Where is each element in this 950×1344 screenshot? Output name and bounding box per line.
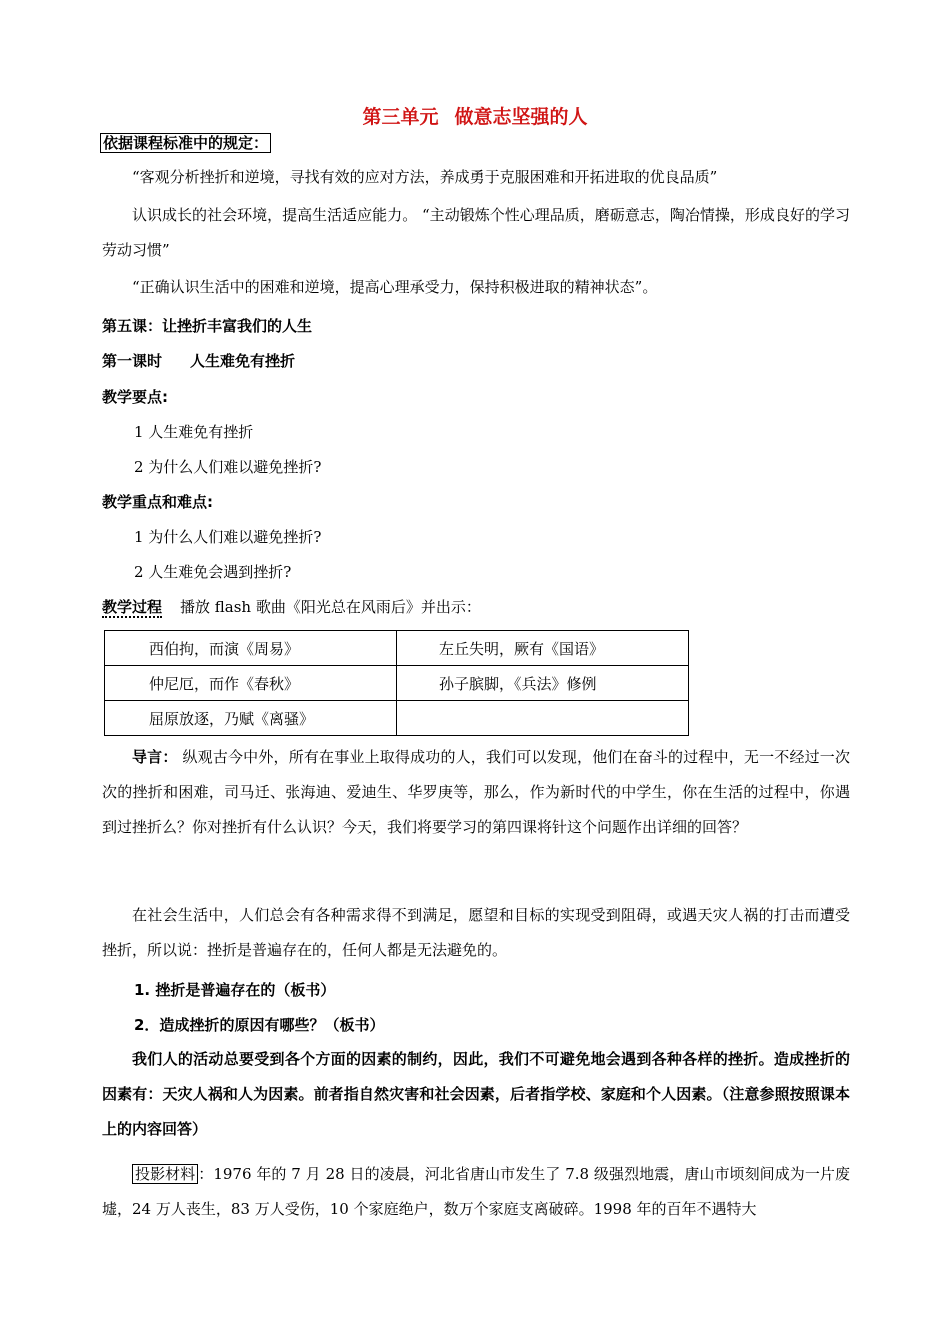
table-cell: 孙子膑脚，《兵法》修例 (397, 666, 689, 701)
process-text: 播放 flash 歌曲《阳光总在风雨后》并出示： (180, 598, 481, 616)
table-row (105, 701, 689, 736)
intro-text: 纵观古今中外，所有在事业上取得成功的人，我们可以发现，他们在奋斗的过程中，无一不经过一次次的挫折和困难，司马迁、张海迪、爱迪生、华罗庚等，那么，作为新时代的中学生，你在生活的过程中，你遇到过挫折么？你对挫折有什么认识？今天，我们将要学习的第四课将针这个问题作出详细的回答？ (102, 748, 850, 836)
key-points-heading: 教学要点: (102, 388, 168, 406)
quote-3: “正确认识生活中的困难和逆境，提高心理承受力，保持积极进取的精神状态”。 (132, 278, 658, 296)
projection-label: 投影材料 (132, 1164, 198, 1184)
process-line (102, 598, 481, 616)
intro-label: 导言： (132, 748, 178, 766)
projection-text: ：1976 年的 7 月 28 日的凌晨，河北省唐山市发生了 7.8 级强烈地震，唐山市顷刻间成为一片废墟，24 万人丧生，83 万人受伤，10 个家庭绝户，数万个家庭支离破碎。1998 年的百年不遇特大 (102, 1165, 850, 1218)
period-title: 人生难免有挫折 (190, 352, 296, 370)
focus-item: 1 为什么人们难以避免挫折? (134, 528, 322, 546)
social-paragraph: 在社会生活中，人们总会有各种需求得不到满足，愿望和目标的实现受到阻碍，或遇天灾人祸的打击而遭受挫折，所以说：挫折是普遍存在的，任何人都是无法避免的。 (102, 906, 850, 959)
key-point-item: 2 为什么人们难以避免挫折? (134, 458, 322, 476)
title-topic: 做意志坚强的人 (454, 106, 588, 128)
poem-table (104, 630, 689, 736)
title-unit: 第三单元 (362, 106, 439, 128)
table-row (105, 631, 689, 666)
basis-heading: 依据课程标准中的规定： (100, 134, 271, 152)
intro-paragraph (102, 740, 850, 845)
focus-item: 2 人生难免会遇到挫折? (134, 563, 292, 581)
key-point-item: 1 人生难免有挫折 (134, 423, 254, 441)
quote-2: 认识成长的社会环境，提高生活适应能力。 “主动锻炼个性心理品质，磨砺意志，陶冶情操，形成良好的学习劳动习惯” (102, 206, 850, 259)
projection-paragraph (102, 1157, 850, 1227)
focus-heading: 教学重点和难点: (102, 493, 213, 511)
factors-paragraph: 我们人的活动总要受到各个方面的因素的制约，因此，我们不可避免地会遇到各种各样的挫折。造成挫折的因素有：天灾人祸和人为因素。前者指自然灾害和社会因素，后者指学校、家庭和个人因素。（注意参照按照课本上的内容回答） (102, 1050, 850, 1138)
table-cell: 仲尼厄，而作《春秋》 (105, 666, 397, 701)
table-row (105, 666, 689, 701)
table-cell: 西伯拘，而演《周易》 (105, 631, 397, 666)
period-label: 第一课时 (102, 352, 163, 370)
board-point-2: 2．造成挫折的原因有哪些？（板书） (134, 1016, 385, 1034)
page-title (0, 102, 950, 129)
process-heading: 教学过程 (102, 598, 163, 616)
table-cell (397, 701, 689, 736)
table-cell: 左丘失明，厥有《国语》 (397, 631, 689, 666)
board-point-1: 1. 挫折是普遍存在的（板书） (134, 981, 336, 999)
table-cell: 屈原放逐，乃赋《离骚》 (105, 701, 397, 736)
quote-1: “客观分析挫折和逆境，寻找有效的应对方法，养成勇于克服困难和开拓进取的优良品质” (132, 168, 718, 186)
lesson-title: 第五课：让挫折丰富我们的人生 (102, 317, 313, 335)
period-heading (102, 352, 295, 370)
